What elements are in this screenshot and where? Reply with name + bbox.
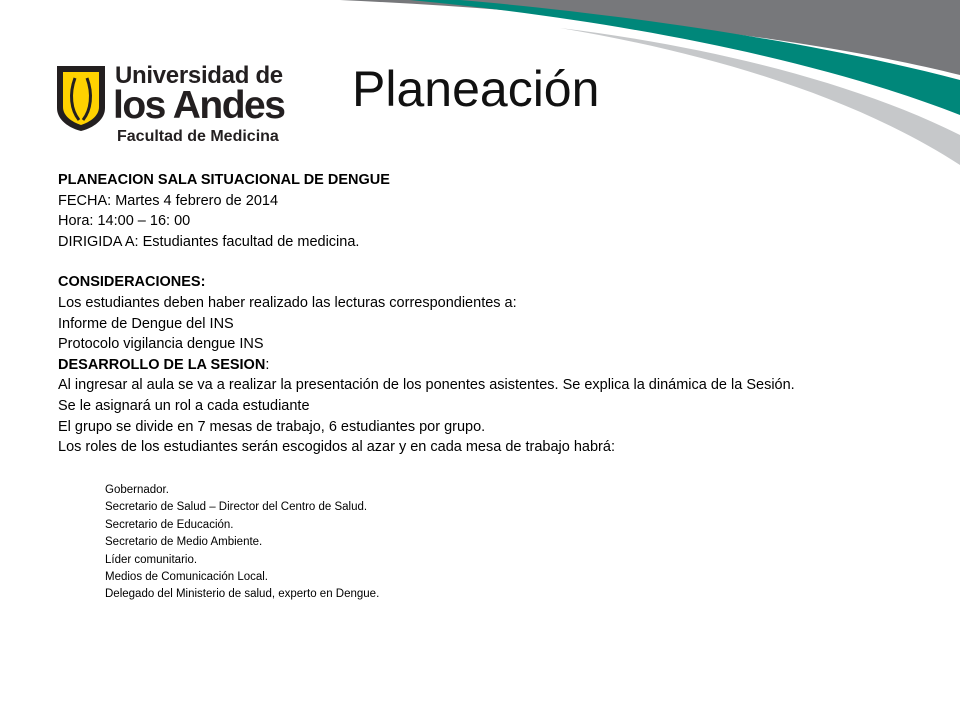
role-item: Delegado del Ministerio de salud, experto en Dengue.	[105, 588, 380, 601]
consideraciones-item: Informe de Dengue del INS	[58, 315, 234, 332]
intro-hora: Hora: 14:00 – 16: 00	[58, 213, 191, 230]
university-logo	[55, 62, 285, 152]
slide-title: Planeación	[352, 61, 600, 117]
spacer	[58, 252, 938, 272]
desarrollo-line: Los roles de los estudiantes serán escogidos al azar y en cada mesa de trabajo habrá:	[58, 439, 615, 456]
desarrollo-line: El grupo se divide en 7 mesas de trabajo, 6 estudiantes por grupo.	[58, 418, 486, 435]
consideraciones-text: Los estudiantes deben haber realizado las lecturas correspondientes a:	[58, 294, 517, 311]
consideraciones-item: Protocolo vigilancia dengue INS	[58, 336, 264, 353]
role-item: Gobernador.	[105, 484, 169, 496]
intro-dirigida: DIRIGIDA A: Estudiantes facultad de medicina.	[58, 233, 360, 250]
desarrollo-colon: :	[265, 356, 270, 373]
role-item: Líder comunitario.	[105, 553, 198, 566]
intro-heading: PLANEACION SALA SITUACIONAL DE DENGUE	[58, 172, 390, 188]
logo-line-andes: los Andes	[113, 84, 285, 127]
roles-list	[105, 482, 379, 604]
desarrollo-heading: DESARROLLO DE LA SESION	[58, 356, 266, 373]
desarrollo-line: Al ingresar al aula se va a realizar la presentación de los ponentes asistentes. Se explica la dinámica de la Sesión.	[58, 377, 795, 394]
logo-line-faculty: Facultad de Medicina	[117, 128, 279, 145]
logo-line-university: Universidad de	[115, 62, 283, 89]
role-item: Secretario de Salud – Director del Centro de Salud.	[105, 501, 368, 514]
intro-fecha: FECHA: Martes 4 febrero de 2014	[58, 192, 279, 209]
desarrollo-heading-line	[58, 355, 938, 376]
slide-body	[58, 170, 938, 458]
shield-icon	[55, 64, 107, 132]
role-item: Secretario de Educación.	[105, 518, 234, 531]
consideraciones-heading: CONSIDERACIONES:	[58, 274, 206, 291]
desarrollo-line: Se le asignará un rol a cada estudiante	[58, 397, 310, 414]
role-item: Medios de Comunicación Local.	[105, 571, 269, 584]
role-item: Secretario de Medio Ambiente.	[105, 536, 263, 549]
